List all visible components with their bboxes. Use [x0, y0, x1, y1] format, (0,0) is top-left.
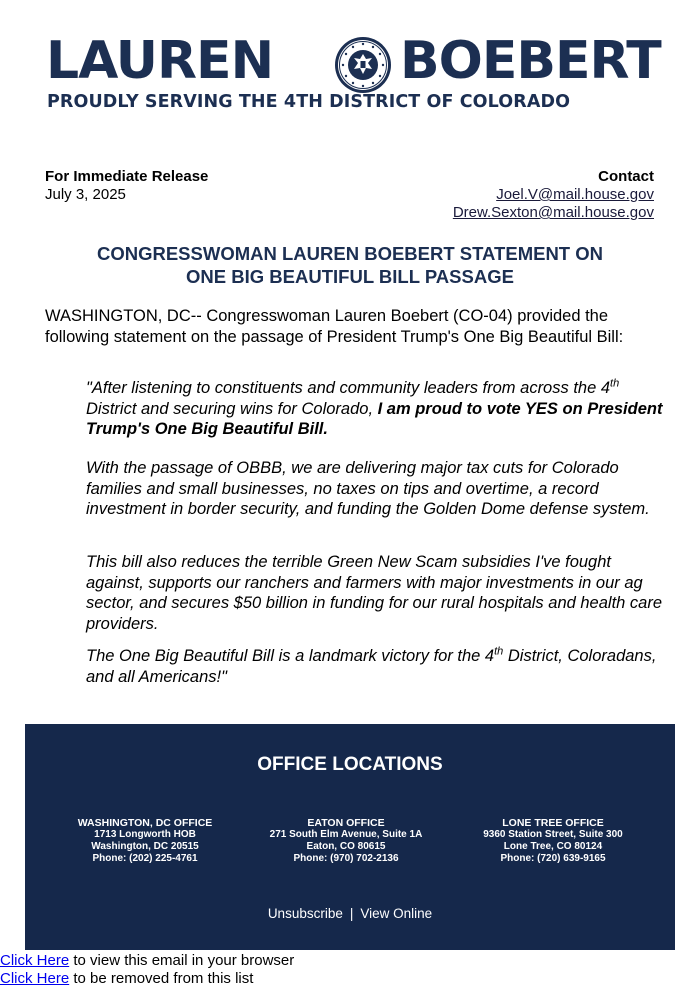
footer-links	[25, 906, 675, 921]
quote-emphasis: I am proud to vote YES on President Trump's One Big Beautiful Bill.	[86, 399, 663, 438]
quote-paragraph	[86, 378, 666, 440]
ordinal-suffix: th	[494, 645, 504, 658]
first-name: LAUREN	[46, 31, 274, 91]
office-address-line: Eaton, CO 80615	[306, 841, 386, 852]
release-block	[45, 168, 208, 204]
footer-title: OFFICE LOCATIONS	[257, 754, 443, 775]
office-address-line: 271 South Elm Avenue, Suite 1A	[269, 829, 423, 840]
quote-paragraph: This bill also reduces the terrible Green New Scam subsidies I've fought against, supports our ranchers and farmers with major investments in our ag sector, and secures $50 billion in funding for our rural hospitals and health care providers.	[86, 553, 663, 633]
intro-paragraph: WASHINGTON, DC-- Congresswoman Lauren Boebert (CO-04) provided the following statement on the passage of President Trump's One Big Beautiful Bill:	[45, 307, 624, 346]
footer-panel	[25, 724, 675, 950]
office-address-line: Lone Tree, CO 80124	[503, 841, 603, 852]
quote-text: "After listening to constituents and community leaders from across the 4	[86, 379, 611, 397]
office-address-line: 9360 Station Street, Suite 300	[483, 829, 623, 840]
office-name: LONE TREE OFFICE	[502, 817, 604, 829]
unsubscribe-link[interactable]: Unsubscribe	[267, 906, 343, 921]
contact-email-link[interactable]: Joel.V@mail.house.gov	[496, 186, 654, 203]
ordinal-suffix: th	[610, 377, 620, 390]
release-label: For Immediate Release	[45, 168, 209, 185]
office-phone: Phone: (720) 639-9165	[500, 853, 606, 864]
remove-line	[0, 970, 253, 988]
office-card	[45, 817, 245, 865]
contact-label: Contact	[598, 168, 654, 185]
contact-block	[453, 168, 654, 222]
office-address-line: Washington, DC 20515	[91, 841, 199, 852]
remove-text: to be removed from this list	[69, 970, 254, 987]
browser-view-line	[0, 952, 294, 970]
headline-line: ONE BIG BEAUTIFUL BILL PASSAGE	[186, 266, 514, 287]
link-separator: |	[349, 906, 354, 921]
office-card	[246, 817, 446, 865]
quote-text: District, Coloradans, and all Americans!"	[86, 647, 657, 686]
office-phone: Phone: (202) 225-4761	[92, 853, 198, 864]
quote-text: The One Big Beautiful Bill is a landmark victory for the 4	[86, 647, 495, 665]
headline-line: CONGRESSWOMAN LAUREN BOEBERT STATEMENT ON	[96, 243, 603, 264]
view-online-link[interactable]: View Online	[360, 906, 433, 921]
office-name: EATON OFFICE	[307, 817, 385, 829]
last-name: BOEBERT	[400, 31, 661, 91]
tagline: PROUDLY SERVING THE 4TH DISTRICT OF COLORADO	[47, 92, 571, 112]
release-date: July 3, 2025	[45, 186, 126, 203]
remove-from-list-link[interactable]: Click Here	[0, 970, 70, 987]
office-address-line: 1713 Longworth HOB	[94, 829, 196, 840]
name-banner	[46, 30, 661, 92]
contact-email-link[interactable]: Drew.Sexton@mail.house.gov	[452, 204, 654, 221]
office-phone: Phone: (970) 702-2136	[293, 853, 399, 864]
browser-view-text: to view this email in your browser	[69, 952, 295, 969]
quote-text: District and securing wins for Colorado,	[86, 399, 378, 418]
headline	[40, 242, 660, 288]
quote-paragraph: With the passage of OBBB, we are delivering major tax cuts for Colorado families and small businesses, no taxes on tips and overtime, a record investment in border security, and funding the Golden Dome defense system.	[86, 459, 650, 518]
letterhead	[0, 0, 700, 130]
office-card	[453, 817, 653, 865]
house-of-representatives-seal-icon	[334, 36, 392, 94]
office-name: WASHINGTON, DC OFFICE	[77, 817, 213, 829]
view-in-browser-link[interactable]: Click Here	[0, 952, 70, 969]
quote-paragraph	[86, 646, 666, 687]
